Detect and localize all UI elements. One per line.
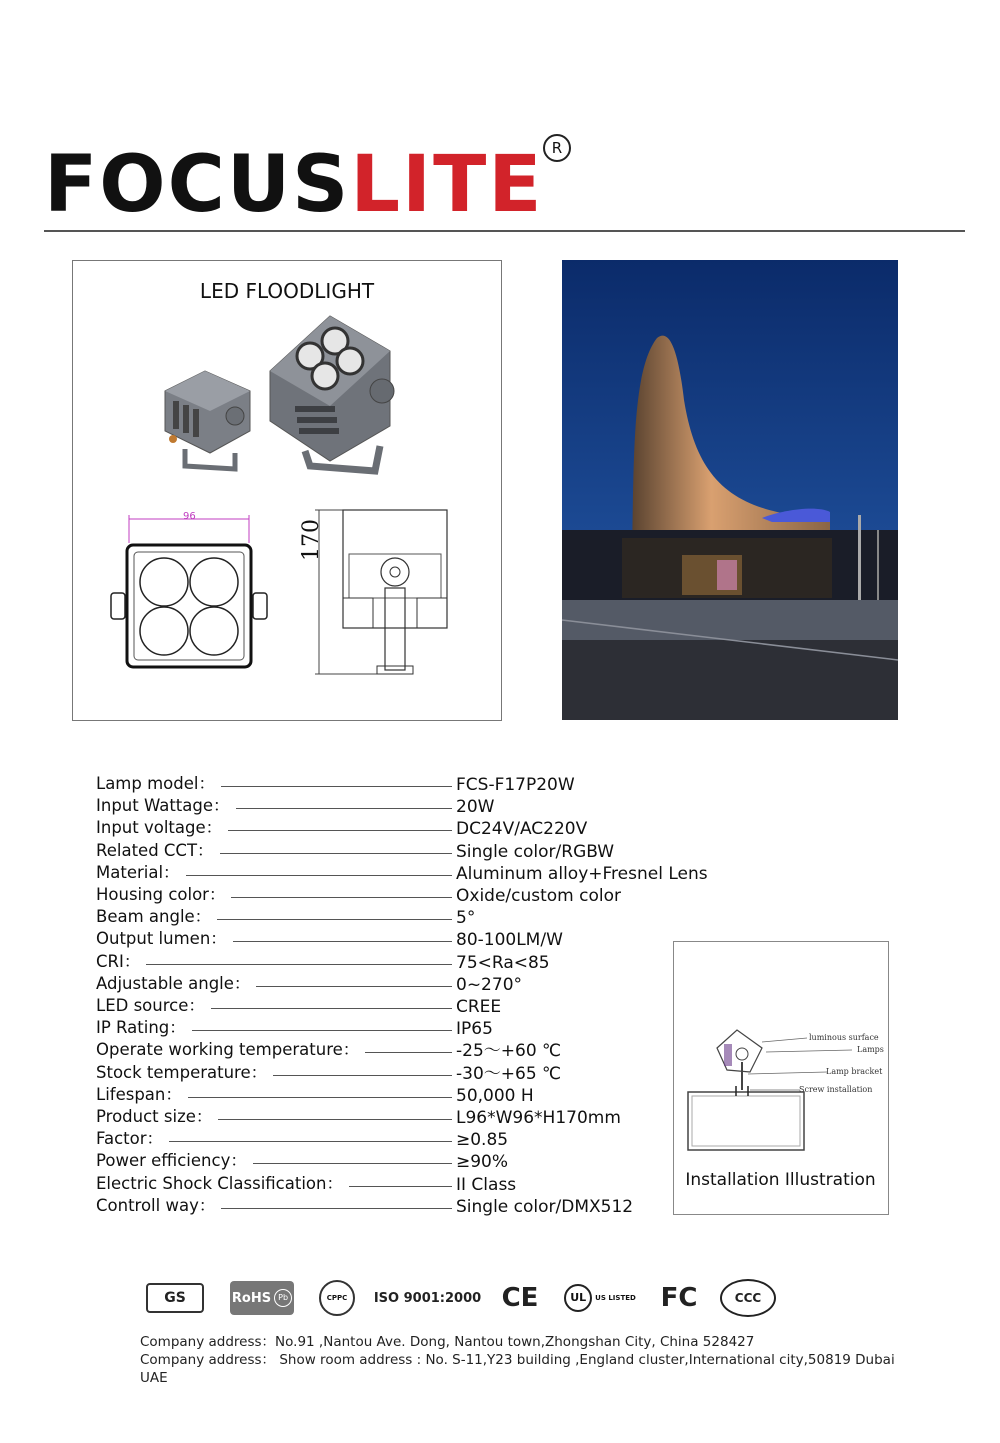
spec-row bbox=[96, 1106, 636, 1128]
spec-row bbox=[96, 773, 636, 795]
spec-label: Lifespan： bbox=[96, 1084, 188, 1106]
spec-value: ≥90% bbox=[456, 1152, 509, 1173]
side-view-drawing bbox=[313, 506, 453, 681]
spec-value: 20W bbox=[456, 797, 495, 818]
spec-row bbox=[96, 1062, 636, 1084]
spec-value: 0~270° bbox=[456, 974, 523, 995]
spec-row bbox=[96, 1128, 636, 1150]
brand-name-part2: LITE bbox=[350, 140, 544, 230]
installation-panel bbox=[673, 941, 889, 1215]
spec-value: -30～+65 ℃ bbox=[456, 1063, 562, 1084]
iso-cert-logo: ISO 9001:2000 bbox=[373, 1290, 482, 1306]
floodlight-large-illustration bbox=[265, 311, 425, 476]
spec-value: ≥0.85 bbox=[456, 1130, 509, 1151]
spec-row bbox=[96, 1173, 636, 1195]
application-photo bbox=[562, 260, 898, 720]
spec-label: Adjustable angle： bbox=[96, 973, 256, 995]
ccc-cert-logo: CCC bbox=[720, 1280, 776, 1316]
fcc-cert-logo: FC bbox=[660, 1283, 698, 1313]
spec-value: 5° bbox=[456, 908, 476, 929]
spec-label: Input voltage： bbox=[96, 817, 228, 839]
brand-logo bbox=[44, 140, 544, 230]
label-lamp-bracket: Lamp bracket bbox=[826, 1067, 883, 1076]
spec-row bbox=[96, 884, 636, 906]
spec-value: L96*W96*H170mm bbox=[456, 1108, 621, 1128]
spec-value: IP65 bbox=[456, 1019, 493, 1040]
spec-value: 50,000 H bbox=[456, 1085, 534, 1106]
spec-row bbox=[96, 817, 636, 839]
spec-label: Power efficiency： bbox=[96, 1150, 253, 1172]
spec-value: 75<Ra<85 bbox=[456, 952, 550, 973]
spec-label: Lamp model： bbox=[96, 773, 221, 795]
width-dimension-label: 96 bbox=[183, 511, 196, 522]
spec-label: Output lumen： bbox=[96, 928, 233, 950]
spec-value: II Class bbox=[456, 1174, 517, 1195]
company-address-line-3: UAE bbox=[140, 1370, 168, 1386]
spec-row bbox=[96, 906, 636, 928]
spec-row bbox=[96, 1195, 636, 1217]
ce-cert-logo: CE bbox=[501, 1283, 539, 1313]
spec-label: Electric Shock Classification： bbox=[96, 1173, 349, 1195]
company-address-line-2: Company address： Show room address : No. S-11,Y23 building ,England cluster,International city,50819 Dubai bbox=[140, 1352, 895, 1368]
brand-name-part1: FOCUS bbox=[44, 140, 351, 230]
floodlight-small-illustration bbox=[155, 361, 265, 476]
ul-cert-logo: UL US LISTED bbox=[560, 1280, 640, 1316]
spec-row bbox=[96, 862, 708, 884]
spec-row bbox=[96, 973, 636, 995]
spec-row bbox=[96, 928, 636, 950]
cppc-cert-logo: CPPC bbox=[318, 1280, 356, 1316]
spec-label: Material： bbox=[96, 862, 186, 884]
spec-label: Related CCT： bbox=[96, 840, 220, 862]
spec-label: Housing color： bbox=[96, 884, 231, 906]
gs-cert-logo: GS bbox=[145, 1280, 205, 1316]
spec-row bbox=[96, 995, 636, 1017]
spec-row bbox=[96, 840, 636, 862]
spec-row bbox=[96, 1017, 636, 1039]
product-title: LED FLOODLIGHT bbox=[199, 279, 375, 303]
spec-row bbox=[96, 1039, 636, 1061]
header-divider bbox=[44, 230, 965, 232]
spec-label: CRI： bbox=[96, 951, 146, 973]
label-lamps: Lamps bbox=[857, 1045, 884, 1054]
spec-value: Aluminum alloy+Fresnel Lens bbox=[456, 863, 708, 884]
spec-value: FCS-F17P20W bbox=[456, 775, 575, 795]
spec-value: 80-100LM/W bbox=[456, 930, 563, 951]
spec-label: Controll way： bbox=[96, 1195, 221, 1217]
spec-value: Oxide/custom color bbox=[456, 886, 622, 906]
spec-row bbox=[96, 1150, 636, 1172]
spec-row bbox=[96, 795, 636, 817]
spec-label: Operate working temperature： bbox=[96, 1039, 365, 1061]
label-luminous-surface: luminous surface bbox=[809, 1033, 879, 1042]
spec-label: IP Rating： bbox=[96, 1017, 192, 1039]
installation-caption: Installation Illustration bbox=[685, 1170, 876, 1190]
spec-row bbox=[96, 1084, 636, 1106]
spec-value: Single color/RGBW bbox=[456, 841, 615, 862]
spec-label: Stock temperature： bbox=[96, 1062, 273, 1084]
height-dimension-label: 170 bbox=[299, 519, 324, 561]
spec-label: Input Wattage： bbox=[96, 795, 236, 817]
spec-label: LED source： bbox=[96, 995, 211, 1017]
registered-mark: R bbox=[543, 134, 571, 162]
spec-label: Beam angle： bbox=[96, 906, 217, 928]
label-screw-installation: Screw installation bbox=[799, 1085, 873, 1094]
product-panel bbox=[72, 260, 502, 721]
spec-label: Product size： bbox=[96, 1106, 218, 1128]
spec-value: -25～+60 ℃ bbox=[456, 1041, 562, 1062]
spec-value: Single color/DMX512 bbox=[456, 1196, 634, 1217]
spec-label: Factor： bbox=[96, 1128, 169, 1150]
rohs-cert-logo: RoHS Pb bbox=[227, 1280, 297, 1316]
spec-row bbox=[96, 951, 636, 973]
spec-value: DC24V/AC220V bbox=[456, 819, 588, 840]
spec-leader-line bbox=[96, 964, 452, 965]
spec-value: CREE bbox=[456, 997, 502, 1017]
company-address-line-1: Company address：No.91 ,Nantou Ave. Dong, Nantou town,Zhongshan City, China 528427 bbox=[140, 1334, 755, 1350]
front-view-drawing bbox=[107, 513, 272, 673]
